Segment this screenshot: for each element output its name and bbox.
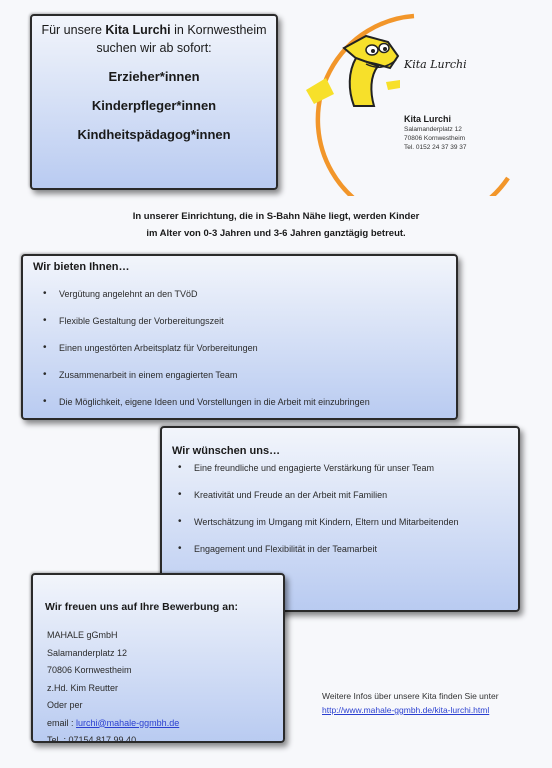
intro-line: In unserer Einrichtung, die in S-Bahn Nähe liegt, werden Kinder <box>132 211 420 222</box>
logo-address-title: Kita Lurchi <box>404 114 452 124</box>
offer-box <box>21 254 458 420</box>
job-header-box <box>30 14 278 190</box>
apply-street: Salamanderplatz 12 <box>47 647 128 658</box>
header-intro-line: Für unsere Kita Lurchi in Kornwestheim <box>41 23 267 37</box>
list-item: • Eine freundliche und engagierte Verstärkung für unser Team <box>178 463 458 490</box>
list-item: • Die Möglichkeit, eigene Ideen und Vorstellungen in die Arbeit mit einzubringen <box>43 397 370 424</box>
kita-name: Kita Lurchi <box>105 23 171 37</box>
logo-brand-text: Kita Lurchi <box>404 58 467 71</box>
header-intro-line-2: suchen wir ab sofort: <box>96 41 212 55</box>
wish-heading: Wir wünschen uns… <box>172 445 281 457</box>
more-info <box>322 689 499 717</box>
apply-phone: Tel. : 07154 817 99 40 <box>47 735 137 745</box>
role-title: Erzieher*innen <box>108 69 200 84</box>
apply-attn: z.Hd. Kim Reutter <box>47 682 119 693</box>
list-item: • Kreativität und Freude an der Arbeit mit Familien <box>178 490 458 517</box>
email-label: email : <box>47 717 77 728</box>
intro-line: im Alter von 0-3 Jahren und 3-6 Jahren ganztägig betreut. <box>146 228 406 239</box>
wish-list <box>178 463 458 571</box>
kita-logo <box>296 10 536 196</box>
offer-list <box>43 289 370 424</box>
apply-heading: Wir freuen uns auf Ihre Bewerbung an: <box>45 601 239 613</box>
apply-contact <box>47 627 179 750</box>
email-link[interactable]: lurchi@mahale-ggmbh.de <box>76 717 180 728</box>
apply-email-row <box>47 715 179 733</box>
list-item: • Vergütung angelehnt an den TVöD <box>43 289 370 316</box>
list-item: • Engagement und Flexibilität in der Teamarbeit <box>178 544 458 571</box>
list-item: • Flexible Gestaltung der Vorbereitungszeit <box>43 316 370 343</box>
role-title: Kinderpfleger*innen <box>91 98 217 113</box>
more-info-text: Weitere Infos über unsere Kita finden Sie unter <box>322 691 499 701</box>
apply-city: 70806 Kornwestheim <box>47 665 132 675</box>
logo-address-line: Salamanderplatz 12 <box>404 126 462 133</box>
website-link[interactable]: http://www.mahale-ggmbh.de/kita-lurchi.html <box>322 705 490 715</box>
offer-heading: Wir bieten Ihnen… <box>33 261 130 273</box>
logo-address-line: Tel. 0152 24 37 39 37 <box>404 144 467 151</box>
apply-org: MAHALE gGmbH <box>47 630 118 640</box>
logo-address-line: 70806 Kornwestheim <box>404 135 466 142</box>
logo-graphic-icon <box>296 10 536 196</box>
apply-box <box>31 573 285 743</box>
list-item: • Einen ungestörten Arbeitsplatz für Vorbereitungen <box>43 343 370 370</box>
intro-text <box>0 208 552 242</box>
role-title: Kindheitspädagog*innen <box>77 127 231 142</box>
list-item: • Wertschätzung im Umgang mit Kindern, Eltern und Mitarbeitenden <box>178 517 458 544</box>
list-item: • Zusammenarbeit in einem engagierten Team <box>43 370 370 397</box>
apply-or: Oder per <box>47 700 83 710</box>
